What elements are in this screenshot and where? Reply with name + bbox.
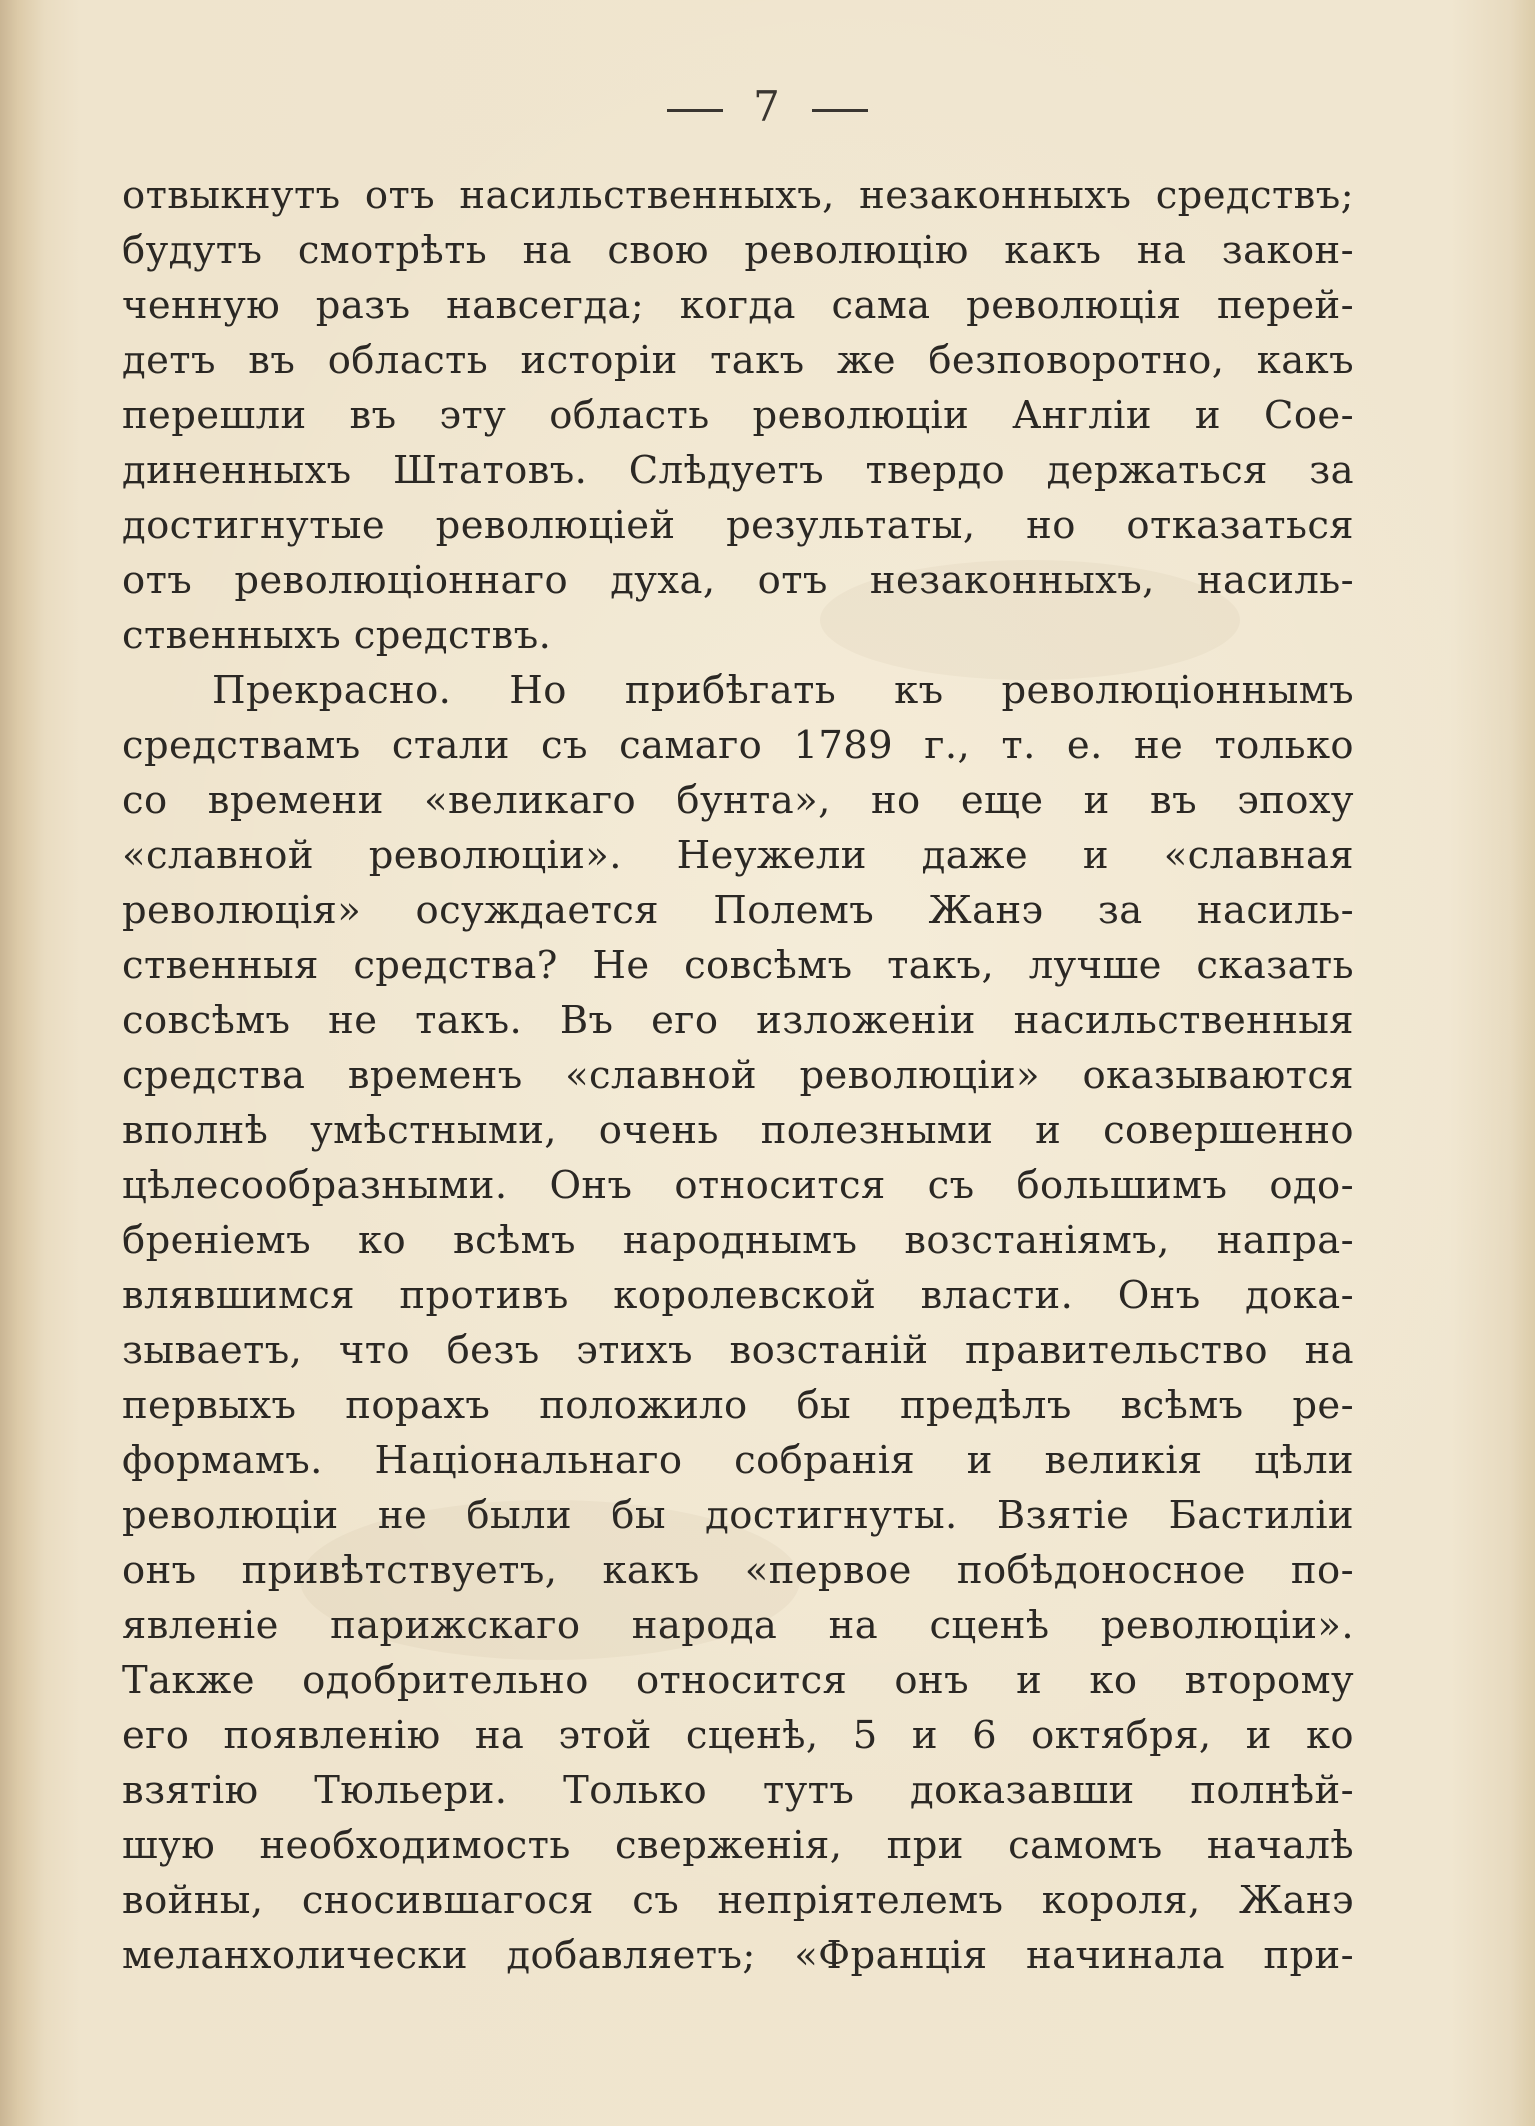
text-line: ственныя средства? Не совсѣмъ такъ, лучше сказать — [122, 943, 1354, 988]
text-line: детъ въ область исторіи такъ же безповоротно, какъ — [122, 338, 1354, 383]
text-line: перешли въ эту область революціи Англіи и Сое- — [122, 393, 1354, 438]
text-line: явленіе парижскаго народа на сценѣ революціи». — [122, 1603, 1354, 1648]
text-line: отъ революціоннаго духа, отъ незаконныхъ, насиль- — [122, 558, 1354, 603]
page-number-dash-right — [812, 109, 868, 112]
text-line: достигнутые революціей результаты, но отказаться — [122, 503, 1354, 548]
text-line: меланхолически добавляетъ; «Франція начинала при- — [122, 1933, 1354, 1978]
text-line: первыхъ порахъ положило бы предѣлъ всѣмъ ре- — [122, 1383, 1354, 1428]
text-line: взятію Тюльери. Только тутъ доказавши полнѣй- — [122, 1768, 1354, 1813]
text-line: революціи не были бы достигнуты. Взятіе Бастиліи — [122, 1493, 1354, 1538]
page-number-dash-left — [667, 109, 723, 112]
text-line: «славной революціи». Неужели даже и «славная — [122, 833, 1354, 878]
paragraph-2 — [122, 663, 1354, 1983]
text-line: онъ привѣтствуетъ, какъ «первое побѣдоносное по- — [122, 1548, 1354, 1593]
text-line: шую необходимость сверженія, при самомъ началѣ — [122, 1823, 1354, 1868]
page-number — [0, 82, 1535, 131]
text-line: диненныхъ Штатовъ. Слѣдуетъ твердо держаться за — [122, 448, 1354, 493]
text-line: средства временъ «славной революціи» оказываются — [122, 1053, 1354, 1098]
text-line: Прекрасно. Но прибѣгать къ революціоннымъ — [212, 668, 1354, 713]
text-line: будутъ смотрѣть на свою революцію какъ на закон- — [122, 228, 1354, 273]
text-line: формамъ. Національнаго собранія и великія цѣли — [122, 1438, 1354, 1483]
text-line: цѣлесообразными. Онъ относится съ большимъ одо- — [122, 1163, 1354, 1208]
text-line: революція» осуждается Полемъ Жанэ за насиль- — [122, 888, 1354, 933]
text-line: его появленію на этой сценѣ, 5 и 6 октября, и ко — [122, 1713, 1354, 1758]
text-line: отвыкнутъ отъ насильственныхъ, незаконныхъ средствъ; — [122, 173, 1354, 218]
text-line: бреніемъ ко всѣмъ народнымъ возстаніямъ, напра- — [122, 1218, 1354, 1263]
text-line: влявшимся противъ королевской власти. Онъ дока- — [122, 1273, 1354, 1318]
text-line: войны, сносившагося съ непріятелемъ короля, Жанэ — [122, 1878, 1354, 1923]
page-number-value: 7 — [753, 82, 782, 131]
text-line: вполнѣ умѣстными, очень полезными и совершенно — [122, 1108, 1354, 1153]
text-line: Также одобрительно относится онъ и ко второму — [122, 1658, 1354, 1703]
text-line: средствамъ стали съ самаго 1789 г., т. е. не только — [122, 723, 1354, 768]
text-line: зываетъ, что безъ этихъ возстаній правительство на — [122, 1328, 1354, 1373]
paragraph-1 — [122, 168, 1354, 663]
text-line: со времени «великаго бунта», но еще и въ эпоху — [122, 778, 1354, 823]
body-text — [122, 168, 1354, 1983]
text-line: совсѣмъ не такъ. Въ его изложеніи насильственныя — [122, 998, 1354, 1043]
text-line: ченную разъ навсегда; когда сама революція перей- — [122, 283, 1354, 328]
text-line: ственныхъ средствъ. — [122, 613, 552, 658]
